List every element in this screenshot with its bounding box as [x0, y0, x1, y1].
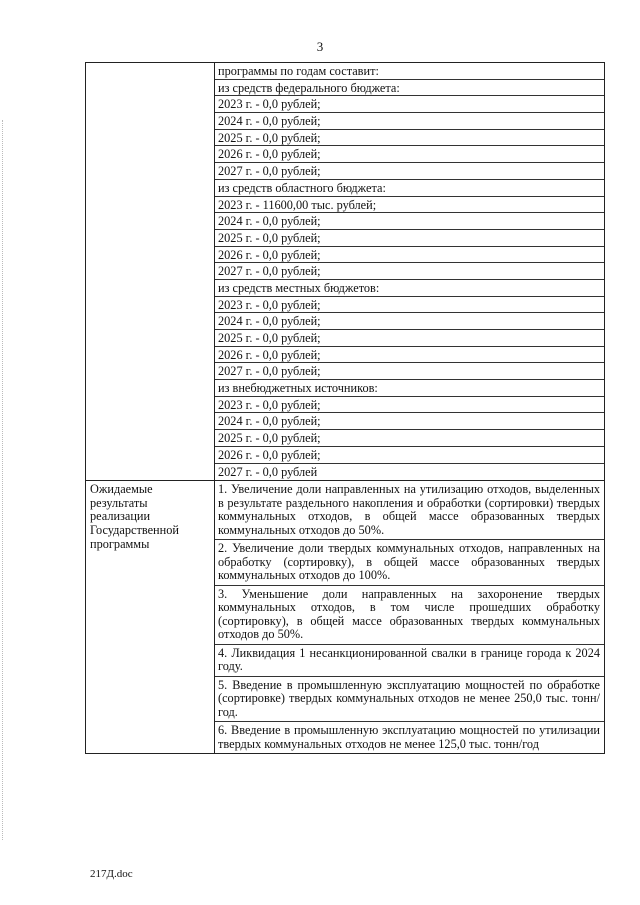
- funding-line: 2027 г. - 0,0 рублей;: [215, 363, 604, 380]
- funding-line: 2027 г. - 0,0 рублей;: [215, 163, 604, 180]
- footer-filename: 217Д.doc: [90, 868, 133, 880]
- funding-line: 2025 г. - 0,0 рублей;: [215, 330, 604, 347]
- funding-line: 2025 г. - 0,0 рублей;: [215, 430, 604, 447]
- funding-line: 2025 г. - 0,0 рублей;: [215, 230, 604, 247]
- funding-line: 2025 г. - 0,0 рублей;: [215, 130, 604, 147]
- funding-line: 2026 г. - 0,0 рублей;: [215, 247, 604, 264]
- funding-line: из средств федерального бюджета:: [215, 80, 604, 97]
- results-row: [86, 481, 605, 754]
- funding-line: из средств областного бюджета:: [215, 180, 604, 197]
- funding-row: [86, 63, 605, 481]
- page-number: 3: [316, 39, 324, 54]
- funding-line: 2026 г. - 0,0 рублей;: [215, 146, 604, 163]
- results-cell: [215, 481, 605, 754]
- funding-line: 2024 г. - 0,0 рублей;: [215, 313, 604, 330]
- funding-line: программы по годам составит:: [215, 63, 604, 80]
- funding-line: 2026 г. - 0,0 рублей;: [215, 447, 604, 464]
- program-table: [85, 62, 605, 754]
- funding-line: 2023 г. - 0,0 рублей;: [215, 96, 604, 113]
- result-item: 3. Уменьшение доли направленных на захоронение твердых коммунальных отходов, в том числе прошедших обработку (сортировку), в общей массе образованных твердых коммунальных отходов до 50%.: [215, 586, 604, 645]
- funding-line: 2024 г. - 0,0 рублей;: [215, 413, 604, 430]
- result-item: 1. Увеличение доли направленных на утилизацию отходов, выделенных в результате раздельного накопления и обработки (сортировки) твердых коммунальных отходов, в общей массе образованных твердых коммунальных отходов до 50%.: [215, 481, 604, 540]
- funding-line: 2023 г. - 0,0 рублей;: [215, 297, 604, 314]
- funding-label-cell: [86, 63, 215, 481]
- results-label-cell: [86, 481, 215, 754]
- funding-cell: [215, 63, 605, 481]
- result-item: 6. Введение в промышленную эксплуатацию мощностей по утилизации твердых коммунальных отходов не менее 125,0 тыс. тонн/год: [218, 723, 600, 751]
- scan-margin-marks: [2, 120, 5, 840]
- funding-line: 2027 г. - 0,0 рублей;: [215, 263, 604, 280]
- result-item: 2. Увеличение доли твердых коммунальных отходов, направленных на обработку (сортировку), в общей массе образованных твердых коммунальных отходов до 100%.: [215, 540, 604, 586]
- funding-line: 2023 г. - 11600,00 тыс. рублей;: [215, 197, 604, 214]
- funding-line: 2024 г. - 0,0 рублей;: [215, 113, 604, 130]
- funding-line: 2027 г. - 0,0 рублей: [218, 464, 318, 479]
- funding-line: 2023 г. - 0,0 рублей;: [215, 397, 604, 414]
- result-item: 4. Ликвидация 1 несанкционированной свалки в границе города к 2024 году.: [215, 645, 604, 677]
- results-label: Ожидаемые результаты реализации Государственной программы: [90, 482, 179, 551]
- funding-line: 2026 г. - 0,0 рублей;: [215, 347, 604, 364]
- funding-lines: [215, 63, 604, 480]
- funding-line: из средств местных бюджетов:: [215, 280, 604, 297]
- funding-line: из внебюджетных источников:: [215, 380, 604, 397]
- result-item: 5. Введение в промышленную эксплуатацию мощностей по обработке (сортировке) твердых коммунальных отходов не менее 250,0 тыс. тонн/год.: [215, 677, 604, 723]
- result-items: [215, 481, 604, 753]
- funding-line: 2024 г. - 0,0 рублей;: [215, 213, 604, 230]
